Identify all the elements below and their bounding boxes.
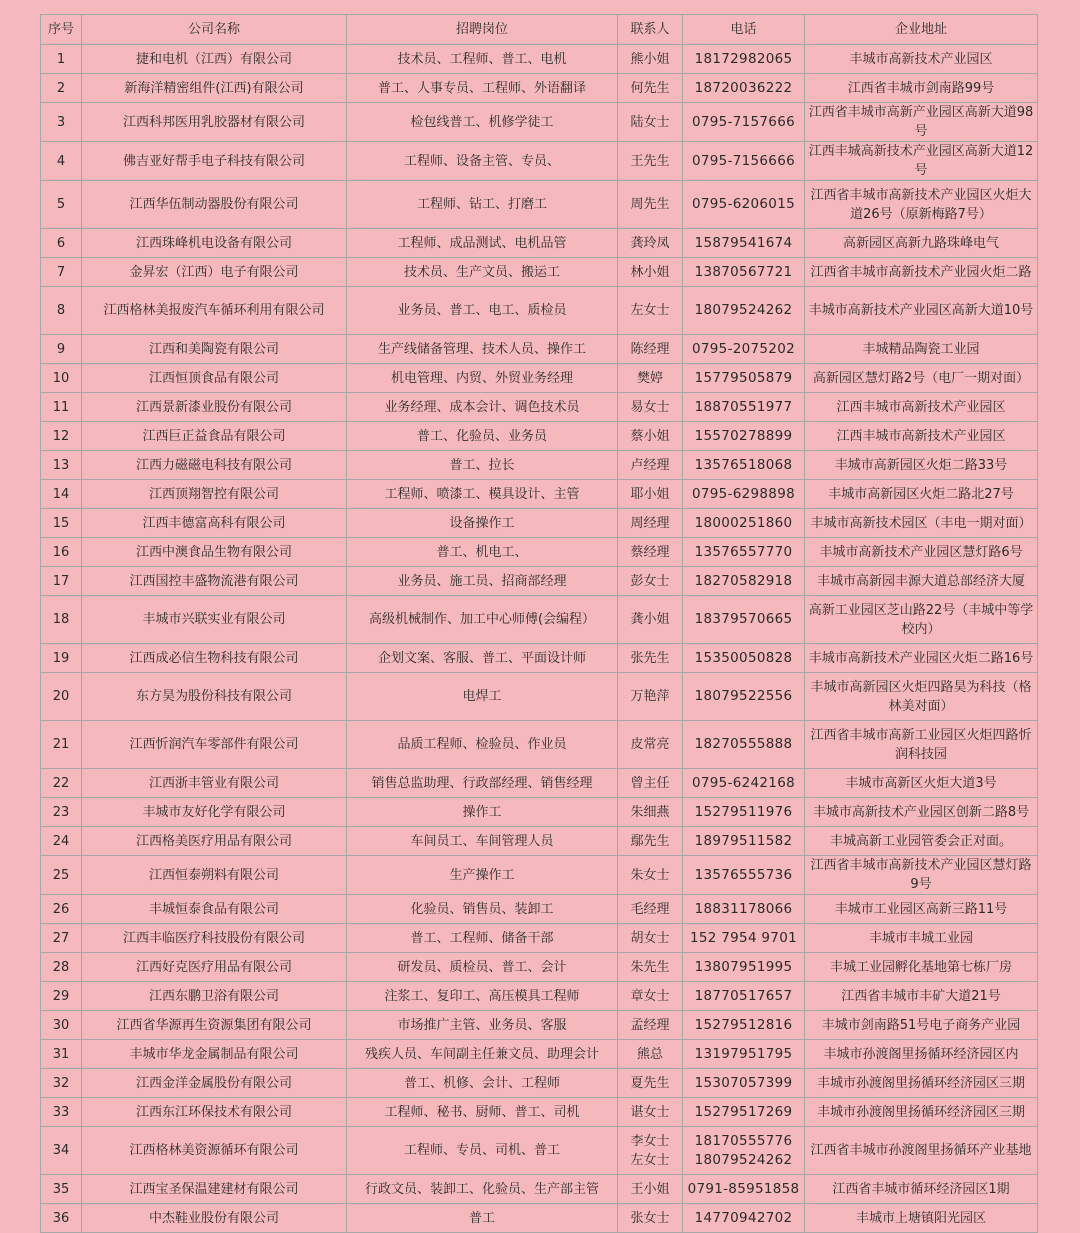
table-row xyxy=(41,1011,1038,1040)
cell-positions: 机电管理、内贸、外贸业务经理 xyxy=(347,364,618,393)
cell-contact: 王小姐 xyxy=(618,1175,683,1204)
table-row xyxy=(41,596,1038,644)
cell-address: 丰城工业园孵化基地第七栋厂房 xyxy=(805,953,1038,982)
cell-company: 江西宝圣保温建建材有限公司 xyxy=(82,1175,347,1204)
cell-phone: 15879541674 xyxy=(683,229,805,258)
cell-no: 17 xyxy=(41,567,82,596)
cell-company: 江西和美陶瓷有限公司 xyxy=(82,335,347,364)
cell-phone: 14770942702 xyxy=(683,1204,805,1233)
table-row xyxy=(41,287,1038,335)
cell-positions: 检包线普工、机修学徒工 xyxy=(347,103,618,142)
cell-contact: 谌女士 xyxy=(618,1098,683,1127)
cell-address: 丰城市工业园区高新三路11号 xyxy=(805,895,1038,924)
cell-address: 丰城市孙渡阁里扬循环经济园区三期 xyxy=(805,1069,1038,1098)
cell-address: 江西省丰城市剑南路99号 xyxy=(805,74,1038,103)
table-row xyxy=(41,509,1038,538)
cell-contact: 陆女士 xyxy=(618,103,683,142)
cell-address: 江西省丰城市高新工业园区火炬四路忻润科技园 xyxy=(805,721,1038,769)
cell-positions: 市场推广主管、业务员、客服 xyxy=(347,1011,618,1040)
table-row xyxy=(41,1204,1038,1233)
table-row xyxy=(41,924,1038,953)
cell-positions: 电焊工 xyxy=(347,673,618,721)
cell-phone: 15779505879 xyxy=(683,364,805,393)
cell-phone: 0795-7156666 xyxy=(683,142,805,181)
cell-phone: 0795-2075202 xyxy=(683,335,805,364)
cell-positions: 普工、化验员、业务员 xyxy=(347,422,618,451)
cell-no: 34 xyxy=(41,1127,82,1175)
cell-no: 7 xyxy=(41,258,82,287)
cell-positions: 工程师、秘书、厨师、普工、司机 xyxy=(347,1098,618,1127)
cell-positions: 车间员工、车间管理人员 xyxy=(347,827,618,856)
cell-positions: 生产线储备管理、技术人员、操作工 xyxy=(347,335,618,364)
cell-phone: 18000251860 xyxy=(683,509,805,538)
cell-no: 4 xyxy=(41,142,82,181)
cell-address: 江西省丰城市高新产业园区高新大道98号 xyxy=(805,103,1038,142)
cell-address: 江西省丰城市高新技术产业园区火炬大道26号（原新梅路7号） xyxy=(805,181,1038,229)
cell-positions: 工程师、喷漆工、模具设计、主管 xyxy=(347,480,618,509)
cell-positions: 企划文案、客服、普工、平面设计师 xyxy=(347,644,618,673)
cell-phone: 18170555776 18079524262 xyxy=(683,1127,805,1175)
table-row xyxy=(41,673,1038,721)
cell-no: 3 xyxy=(41,103,82,142)
table-row xyxy=(41,895,1038,924)
cell-address: 丰城市高新园区火炬四路昊为科技（格林美对面） xyxy=(805,673,1038,721)
cell-positions: 操作工 xyxy=(347,798,618,827)
cell-address: 丰城市丰城工业园 xyxy=(805,924,1038,953)
cell-phone: 13576555736 xyxy=(683,856,805,895)
table-row xyxy=(41,229,1038,258)
cell-contact: 皮常亮 xyxy=(618,721,683,769)
table-row xyxy=(41,451,1038,480)
cell-company: 江西格林美资源循环有限公司 xyxy=(82,1127,347,1175)
cell-address: 丰城市高新园区火炬二路33号 xyxy=(805,451,1038,480)
cell-contact: 熊小姐 xyxy=(618,45,683,74)
cell-positions: 普工 xyxy=(347,1204,618,1233)
cell-phone: 18270582918 xyxy=(683,567,805,596)
recruitment-table-container xyxy=(40,14,1037,1233)
table-row xyxy=(41,856,1038,895)
cell-positions: 工程师、钻工、打磨工 xyxy=(347,181,618,229)
cell-contact: 熊总 xyxy=(618,1040,683,1069)
cell-contact: 樊婷 xyxy=(618,364,683,393)
cell-no: 5 xyxy=(41,181,82,229)
cell-no: 20 xyxy=(41,673,82,721)
cell-phone: 13807951995 xyxy=(683,953,805,982)
table-row xyxy=(41,1127,1038,1175)
header-company: 公司名称 xyxy=(82,15,347,45)
table-row xyxy=(41,1175,1038,1204)
cell-positions: 技术员、生产文员、搬运工 xyxy=(347,258,618,287)
cell-positions: 行政文员、装卸工、化验员、生产部主管 xyxy=(347,1175,618,1204)
cell-phone: 15307057399 xyxy=(683,1069,805,1098)
cell-phone: 0791-85951858 xyxy=(683,1175,805,1204)
cell-no: 24 xyxy=(41,827,82,856)
cell-address: 丰城市高新园丰源大道总部经济大厦 xyxy=(805,567,1038,596)
table-body xyxy=(41,45,1038,1233)
table-row xyxy=(41,181,1038,229)
table-row xyxy=(41,827,1038,856)
table-row xyxy=(41,567,1038,596)
cell-address: 丰城市高新区火炬大道3号 xyxy=(805,769,1038,798)
cell-company: 佛吉亚好帮手电子科技有限公司 xyxy=(82,142,347,181)
cell-no: 27 xyxy=(41,924,82,953)
cell-phone: 0795-7157666 xyxy=(683,103,805,142)
cell-contact: 周先生 xyxy=(618,181,683,229)
cell-company: 江西华伍制动器股份有限公司 xyxy=(82,181,347,229)
cell-company: 江西东鹏卫浴有限公司 xyxy=(82,982,347,1011)
cell-contact: 蔡经理 xyxy=(618,538,683,567)
cell-no: 28 xyxy=(41,953,82,982)
table-row xyxy=(41,721,1038,769)
cell-no: 36 xyxy=(41,1204,82,1233)
cell-company: 丰城市华龙金属制品有限公司 xyxy=(82,1040,347,1069)
table-row xyxy=(41,364,1038,393)
cell-positions: 工程师、设备主管、专员、 xyxy=(347,142,618,181)
cell-company: 江西丰临医疗科技股份有限公司 xyxy=(82,924,347,953)
cell-contact: 龚小姐 xyxy=(618,596,683,644)
cell-company: 江西省华源再生资源集团有限公司 xyxy=(82,1011,347,1040)
cell-contact: 曾主任 xyxy=(618,769,683,798)
cell-address: 丰城高新工业园管委会正对面。 xyxy=(805,827,1038,856)
cell-positions: 设备操作工 xyxy=(347,509,618,538)
cell-no: 11 xyxy=(41,393,82,422)
cell-company: 中杰鞋业股份有限公司 xyxy=(82,1204,347,1233)
cell-company: 江西力磁磁电科技有限公司 xyxy=(82,451,347,480)
cell-phone: 0795-6242168 xyxy=(683,769,805,798)
cell-contact: 毛经理 xyxy=(618,895,683,924)
cell-address: 丰城市孙渡阁里扬循环经济园区内 xyxy=(805,1040,1038,1069)
cell-phone: 152 7954 9701 xyxy=(683,924,805,953)
cell-contact: 李女士 左女士 xyxy=(618,1127,683,1175)
cell-contact: 林小姐 xyxy=(618,258,683,287)
cell-company: 江西珠峰机电设备有限公司 xyxy=(82,229,347,258)
cell-phone: 18770517657 xyxy=(683,982,805,1011)
cell-positions: 生产操作工 xyxy=(347,856,618,895)
cell-positions: 普工、拉长 xyxy=(347,451,618,480)
cell-contact: 胡女士 xyxy=(618,924,683,953)
cell-no: 21 xyxy=(41,721,82,769)
cell-company: 江西忻润汽车零部件有限公司 xyxy=(82,721,347,769)
table-row xyxy=(41,335,1038,364)
cell-address: 江西丰城市高新技术产业园区 xyxy=(805,393,1038,422)
header-no: 序号 xyxy=(41,15,82,45)
cell-company: 金昇宏（江西）电子有限公司 xyxy=(82,258,347,287)
cell-address: 丰城市高新技术产业园区创新二路8号 xyxy=(805,798,1038,827)
cell-positions: 研发员、质检员、普工、会计 xyxy=(347,953,618,982)
cell-address: 丰城市高新技术产业园区慧灯路6号 xyxy=(805,538,1038,567)
cell-phone: 18172982065 xyxy=(683,45,805,74)
cell-contact: 张女士 xyxy=(618,1204,683,1233)
cell-phone: 15279511976 xyxy=(683,798,805,827)
cell-positions: 业务员、施工员、招商部经理 xyxy=(347,567,618,596)
cell-contact: 孟经理 xyxy=(618,1011,683,1040)
cell-address: 丰城精品陶瓷工业园 xyxy=(805,335,1038,364)
cell-no: 18 xyxy=(41,596,82,644)
cell-positions: 普工、工程师、储备干部 xyxy=(347,924,618,953)
cell-company: 江西金洋金属股份有限公司 xyxy=(82,1069,347,1098)
cell-contact: 章女士 xyxy=(618,982,683,1011)
cell-no: 2 xyxy=(41,74,82,103)
cell-company: 丰城市兴联实业有限公司 xyxy=(82,596,347,644)
cell-company: 江西顶翔智控有限公司 xyxy=(82,480,347,509)
cell-no: 22 xyxy=(41,769,82,798)
cell-positions: 工程师、专员、司机、普工 xyxy=(347,1127,618,1175)
cell-contact: 陈经理 xyxy=(618,335,683,364)
cell-no: 35 xyxy=(41,1175,82,1204)
cell-phone: 15279517269 xyxy=(683,1098,805,1127)
cell-phone: 18379570665 xyxy=(683,596,805,644)
cell-no: 26 xyxy=(41,895,82,924)
table-row xyxy=(41,142,1038,181)
cell-positions: 技术员、工程师、普工、电机 xyxy=(347,45,618,74)
cell-contact: 周经理 xyxy=(618,509,683,538)
cell-phone: 18079522556 xyxy=(683,673,805,721)
cell-address: 江西省丰城市循环经济园区1期 xyxy=(805,1175,1038,1204)
cell-no: 8 xyxy=(41,287,82,335)
cell-phone: 13576557770 xyxy=(683,538,805,567)
cell-no: 10 xyxy=(41,364,82,393)
cell-address: 江西省丰城市高新技术产业园区慧灯路9号 xyxy=(805,856,1038,895)
cell-no: 25 xyxy=(41,856,82,895)
cell-phone: 13576518068 xyxy=(683,451,805,480)
cell-company: 江西好克医疗用品有限公司 xyxy=(82,953,347,982)
cell-positions: 普工、人事专员、工程师、外语翻译 xyxy=(347,74,618,103)
cell-phone: 18979511582 xyxy=(683,827,805,856)
cell-address: 江西丰城高新技术产业园区高新大道12号 xyxy=(805,142,1038,181)
cell-contact: 王先生 xyxy=(618,142,683,181)
header-address: 企业地址 xyxy=(805,15,1038,45)
table-row xyxy=(41,1098,1038,1127)
cell-contact: 易女士 xyxy=(618,393,683,422)
cell-phone: 0795-6206015 xyxy=(683,181,805,229)
cell-positions: 品质工程师、检验员、作业员 xyxy=(347,721,618,769)
cell-company: 东方昊为股份科技有限公司 xyxy=(82,673,347,721)
cell-address: 丰城市高新技术产业园区 xyxy=(805,45,1038,74)
cell-contact: 万艳萍 xyxy=(618,673,683,721)
cell-no: 30 xyxy=(41,1011,82,1040)
cell-company: 江西格美医疗用品有限公司 xyxy=(82,827,347,856)
cell-company: 江西恒顶食品有限公司 xyxy=(82,364,347,393)
cell-company: 江西丰德富高科有限公司 xyxy=(82,509,347,538)
cell-positions: 普工、机电工、 xyxy=(347,538,618,567)
table-row xyxy=(41,393,1038,422)
cell-company: 江西格林美报废汽车循环利用有限公司 xyxy=(82,287,347,335)
cell-contact: 蔡小姐 xyxy=(618,422,683,451)
cell-phone: 18720036222 xyxy=(683,74,805,103)
table-row xyxy=(41,480,1038,509)
cell-positions: 销售总监助理、行政部经理、销售经理 xyxy=(347,769,618,798)
cell-address: 丰城市高新技术园区（丰电一期对面） xyxy=(805,509,1038,538)
cell-no: 13 xyxy=(41,451,82,480)
cell-phone: 18270555888 xyxy=(683,721,805,769)
cell-positions: 注浆工、复印工、高压模具工程师 xyxy=(347,982,618,1011)
header-positions: 招聘岗位 xyxy=(347,15,618,45)
cell-no: 32 xyxy=(41,1069,82,1098)
cell-company: 捷和电机（江西）有限公司 xyxy=(82,45,347,74)
cell-company: 江西科邦医用乳胶器材有限公司 xyxy=(82,103,347,142)
cell-phone: 13197951795 xyxy=(683,1040,805,1069)
cell-phone: 13870567721 xyxy=(683,258,805,287)
cell-no: 33 xyxy=(41,1098,82,1127)
table-row xyxy=(41,422,1038,451)
table-row xyxy=(41,1069,1038,1098)
cell-no: 16 xyxy=(41,538,82,567)
cell-company: 江西中澳食品生物有限公司 xyxy=(82,538,347,567)
cell-no: 12 xyxy=(41,422,82,451)
cell-address: 丰城市高新技术产业园区高新大道10号 xyxy=(805,287,1038,335)
cell-contact: 龚玲凤 xyxy=(618,229,683,258)
table-header-row xyxy=(41,15,1038,45)
cell-positions: 工程师、成品测试、电机品管 xyxy=(347,229,618,258)
cell-contact: 朱先生 xyxy=(618,953,683,982)
cell-contact: 鄢先生 xyxy=(618,827,683,856)
cell-phone: 18870551977 xyxy=(683,393,805,422)
cell-positions: 普工、机修、会计、工程师 xyxy=(347,1069,618,1098)
cell-address: 江西省丰城市丰矿大道21号 xyxy=(805,982,1038,1011)
cell-address: 丰城市剑南路51号电子商务产业园 xyxy=(805,1011,1038,1040)
header-contact: 联系人 xyxy=(618,15,683,45)
cell-contact: 张先生 xyxy=(618,644,683,673)
cell-positions: 高级机械制作、加工中心师傅(会编程） xyxy=(347,596,618,644)
cell-company: 江西成必信生物科技有限公司 xyxy=(82,644,347,673)
cell-positions: 化验员、销售员、装卸工 xyxy=(347,895,618,924)
table-row xyxy=(41,538,1038,567)
table-row xyxy=(41,103,1038,142)
cell-no: 9 xyxy=(41,335,82,364)
cell-positions: 业务经理、成本会计、调色技术员 xyxy=(347,393,618,422)
cell-contact: 朱细燕 xyxy=(618,798,683,827)
cell-phone: 0795-6298898 xyxy=(683,480,805,509)
table-row xyxy=(41,769,1038,798)
table-row xyxy=(41,1040,1038,1069)
cell-company: 新海洋精密组件(江西)有限公司 xyxy=(82,74,347,103)
cell-address: 高新工业园区芝山路22号（丰城中等学校内） xyxy=(805,596,1038,644)
cell-address: 丰城市孙渡阁里扬循环经济园区三期 xyxy=(805,1098,1038,1127)
table-row xyxy=(41,953,1038,982)
cell-company: 江西巨正益食品有限公司 xyxy=(82,422,347,451)
cell-company: 丰城市友好化学有限公司 xyxy=(82,798,347,827)
cell-contact: 夏先生 xyxy=(618,1069,683,1098)
cell-phone: 18831178066 xyxy=(683,895,805,924)
cell-address: 江西丰城市高新技术产业园区 xyxy=(805,422,1038,451)
cell-positions: 业务员、普工、电工、质检员 xyxy=(347,287,618,335)
cell-contact: 左女士 xyxy=(618,287,683,335)
cell-no: 19 xyxy=(41,644,82,673)
cell-company: 江西东江环保技术有限公司 xyxy=(82,1098,347,1127)
cell-contact: 何先生 xyxy=(618,74,683,103)
cell-company: 江西恒泰朔料有限公司 xyxy=(82,856,347,895)
cell-contact: 彭女士 xyxy=(618,567,683,596)
table-row xyxy=(41,798,1038,827)
cell-positions: 残疾人员、车间副主任兼文员、助理会计 xyxy=(347,1040,618,1069)
recruitment-table xyxy=(40,14,1038,1233)
cell-address: 高新园区慧灯路2号（电厂一期对面） xyxy=(805,364,1038,393)
cell-address: 高新园区高新九路珠峰电气 xyxy=(805,229,1038,258)
cell-no: 31 xyxy=(41,1040,82,1069)
cell-company: 江西浙丰管业有限公司 xyxy=(82,769,347,798)
cell-contact: 朱女士 xyxy=(618,856,683,895)
cell-phone: 15570278899 xyxy=(683,422,805,451)
cell-no: 14 xyxy=(41,480,82,509)
cell-contact: 耶小姐 xyxy=(618,480,683,509)
table-row xyxy=(41,45,1038,74)
cell-no: 1 xyxy=(41,45,82,74)
cell-address: 江西省丰城市高新技术产业园火炬二路 xyxy=(805,258,1038,287)
cell-company: 江西景新漆业股份有限公司 xyxy=(82,393,347,422)
table-row xyxy=(41,982,1038,1011)
table-row xyxy=(41,644,1038,673)
cell-no: 29 xyxy=(41,982,82,1011)
cell-phone: 15279512816 xyxy=(683,1011,805,1040)
table-row xyxy=(41,74,1038,103)
cell-address: 丰城市高新园区火炬二路北27号 xyxy=(805,480,1038,509)
cell-no: 6 xyxy=(41,229,82,258)
header-phone: 电话 xyxy=(683,15,805,45)
cell-company: 丰城恒泰食品有限公司 xyxy=(82,895,347,924)
cell-no: 23 xyxy=(41,798,82,827)
cell-address: 丰城市高新技术产业园区火炬二路16号 xyxy=(805,644,1038,673)
cell-phone: 15350050828 xyxy=(683,644,805,673)
cell-contact: 卢经理 xyxy=(618,451,683,480)
cell-address: 丰城市上塘镇阳光园区 xyxy=(805,1204,1038,1233)
cell-phone: 18079524262 xyxy=(683,287,805,335)
table-row xyxy=(41,258,1038,287)
cell-company: 江西国控丰盛物流港有限公司 xyxy=(82,567,347,596)
cell-no: 15 xyxy=(41,509,82,538)
cell-address: 江西省丰城市孙渡阁里扬循环产业基地 xyxy=(805,1127,1038,1175)
